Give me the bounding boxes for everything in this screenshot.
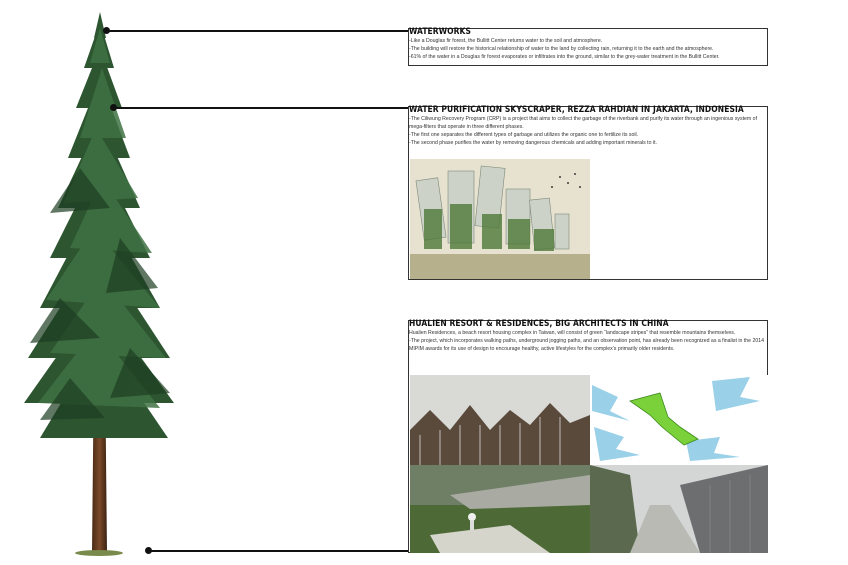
- leader-line-hualien: [151, 550, 410, 552]
- hualien-building-rendering-image: [410, 375, 590, 465]
- body-line: -The second phase purifies the water by removing dangerous chemicals and adding important minerals to it.: [409, 139, 657, 146]
- body-line: -The project, which incorporates walking paths, underground jogging paths, and an observation point, has already been recognized as a finalist in the 2014 MIPIM awards for its use of design to encourage healthy, active lifestyles for the complex’s primarily older residents.: [409, 337, 764, 352]
- panel-body: [409, 330, 765, 354]
- body-line: -61% of the water in a Douglas fir forest evaporates or infiltrates into the ground, similar to the grey-water treatment in the Bullitt Center.: [409, 53, 720, 60]
- leader-line-waterworks: [106, 30, 410, 32]
- hualien-diagram-image: [590, 375, 768, 465]
- body-line: -The building will restore the historical relationship of water to the land by collecting rain, returning it to the earth and the atmosphere.: [409, 45, 714, 52]
- hualien-courtyard-image: [410, 465, 590, 553]
- leader-line-skyscraper: [113, 107, 410, 109]
- panel-title: WATER PURIFICATION SKYSCRAPER, REZZA RAHDIAN IN JAKARTA, INDONESIA: [409, 104, 744, 114]
- skyscraper-rendering-image: [410, 159, 590, 279]
- body-line: Hualien Residences, a beach resort housing complex in Taiwan, will consist of green “landscape stripes” that resemble mountains themselves.: [409, 330, 736, 336]
- panel-hualien: [408, 320, 768, 553]
- panel-title: HUALIEN RESORT & RESIDENCES, BIG ARCHITECTS IN CHINA: [409, 318, 669, 328]
- panel-body: [409, 116, 765, 148]
- leader-dot-hualien: [145, 547, 152, 554]
- body-line: -Like a Douglas fir forest, the Bullitt Center returns water to the soil and atmosphere.: [409, 38, 603, 44]
- panel-body: [409, 38, 765, 62]
- douglas-fir-tree-illustration: [10, 8, 180, 556]
- hualien-walkway-image: [590, 465, 768, 553]
- leader-dot-waterworks: [103, 27, 110, 34]
- panel-skyscraper: [408, 106, 768, 280]
- leader-dot-skyscraper: [110, 104, 117, 111]
- panel-title: WATERWORKS: [409, 26, 471, 36]
- panel-waterworks: [408, 28, 768, 66]
- body-line: -The Ciliwung Recovery Program (CRP) is a project that aims to collect the garbage of the riverbank and purify its water through an ingenious system of mega-filters that operate in three different phases.: [409, 116, 758, 130]
- body-line: -The first one separates the different types of garbage and utilizes the organic one to fertilize its soil.: [409, 131, 639, 138]
